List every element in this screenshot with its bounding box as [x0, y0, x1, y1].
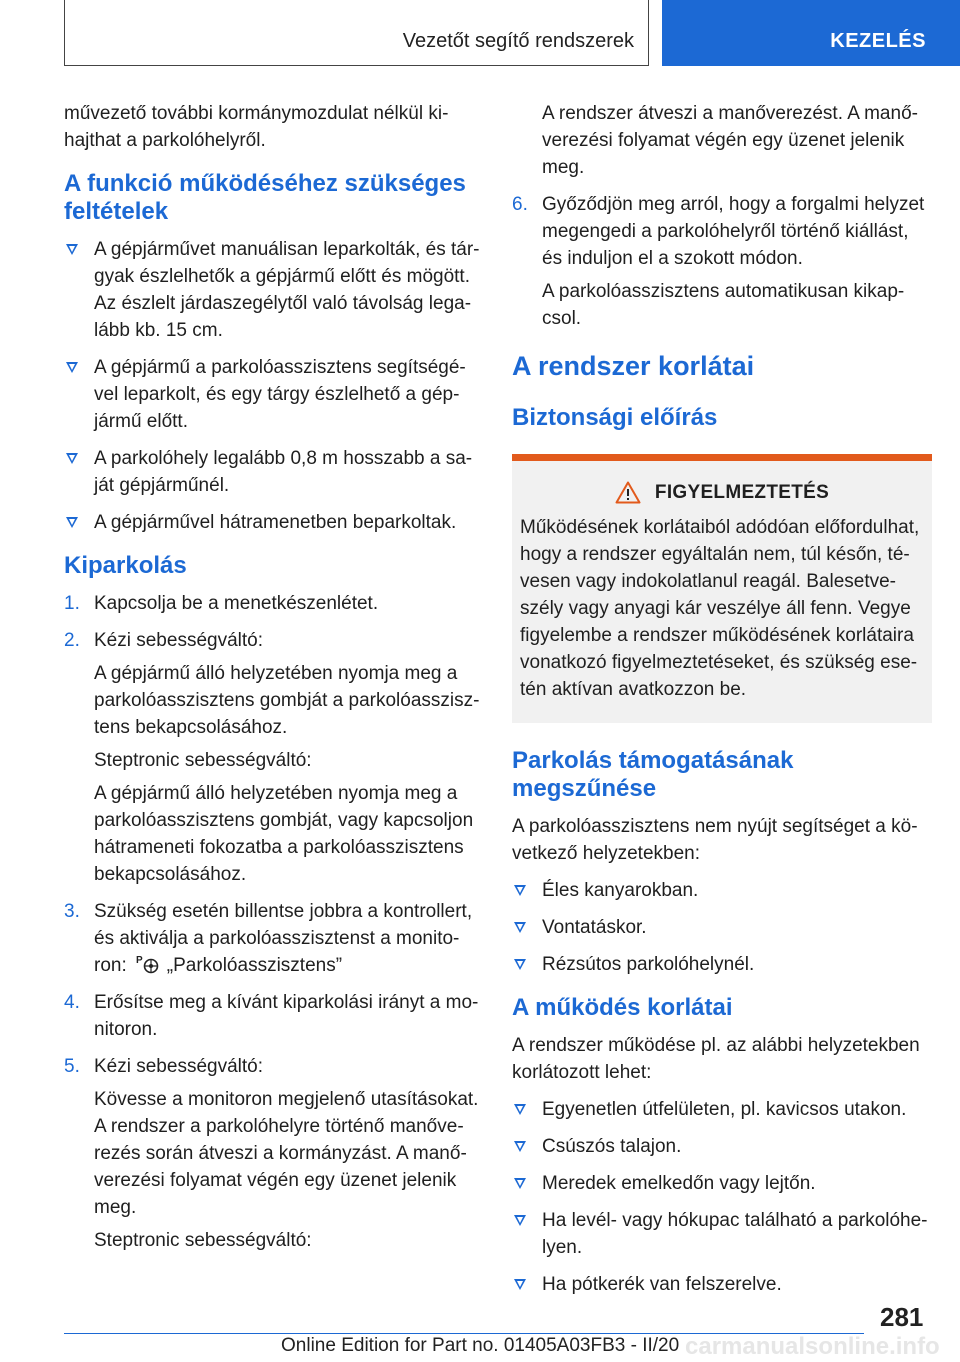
page-number: 281: [880, 1302, 924, 1332]
step-item: 5. Kézi sebességváltó: Kövesse a monitoron megjelenő utasításokat. A rendszer a parkolóhelyre történő manőve-rezés során átveszi a kormányzást. A manő-verezési folyamat végén egy üzenet jelenik meg. Steptronic sebességváltó:: [64, 1053, 480, 1254]
chapter-tab[interactable]: [662, 0, 960, 66]
intro-paragraph: művezető további kormánymozdulat nélkül ki-hajthat a parkolóhelyről.: [64, 103, 449, 151]
stop-heading: Parkolás támogatásának megszűnése: [512, 747, 794, 802]
step-item: 2. Kézi sebességváltó: A gépjármű álló helyzetében nyomja meg a parkolóasszisztens gombját a parkolóasszisz-tens bekapcsolásához. Steptronic sebességváltó: A gépjármű álló helyzetében nyomja meg a parkolóasszisztens gombját, vagy kapcsoljon hátrameneti fokozatba a parkolóasszisztens bekapcsolásához.: [64, 627, 480, 888]
header-section-box: [64, 0, 649, 66]
step-number: 1.: [64, 593, 80, 614]
warning-header: [520, 479, 924, 506]
step-number: 2.: [64, 630, 80, 651]
list-triangle-icon: [514, 885, 526, 896]
step-continued: A rendszer átveszi a manőverezést. A manő-verezési folyamat végén egy üzenet jelenik meg.: [542, 103, 918, 178]
list-item: A gépjármű a parkolóasszisztens segítségé-vel leparkolt, és egy tárgy észlelhető a gép-jármű előtt.: [64, 354, 480, 435]
list-triangle-icon: [514, 1141, 526, 1152]
list-triangle-icon: [66, 453, 78, 464]
svg-text:P: P: [135, 955, 143, 966]
stop-list: [512, 877, 932, 978]
list-item: A parkolóhely legalább 0,8 m hosszabb a sa-ját gépjárműnél.: [64, 445, 480, 499]
list-item: Meredek emelkedőn vagy lejtőn.: [512, 1170, 932, 1197]
list-triangle-icon: [66, 244, 78, 255]
list-item: Ha levél- vagy hókupac található a parkolóhe-lyen.: [512, 1207, 932, 1261]
edition-text: Online Edition for Part no. 01405A03FB3 - II/20: [281, 1335, 680, 1356]
step-item: 4. Erősítse meg a kívánt kiparkolási irányt a mo-nitoron.: [64, 989, 480, 1043]
exit-steps: [64, 590, 480, 1254]
step-item: 6. Győződjön meg arról, hogy a forgalmi helyzet megengedi a parkolóhelyről történő kiállást, és induljon el a szokott módon. A parkolóasszisztens automatikusan kikap-csol.: [512, 191, 932, 332]
list-item: A gépjárművet manuálisan leparkolták, és tár-gyak észlelhetők a gépjármű előtt és mögött. Az észlelt járdaszegélytől való távolság lega-lább kb. 15 cm.: [64, 236, 480, 344]
list-item: Éles kanyarokban.: [512, 877, 932, 904]
list-item: Csúszós talajon.: [512, 1133, 932, 1160]
conditions-heading: A funkció működéséhez szükséges feltételek: [64, 170, 466, 225]
exit-heading: Kiparkolás: [64, 552, 187, 579]
list-triangle-icon: [514, 922, 526, 933]
right-column: [512, 100, 932, 1308]
list-item: Vontatáskor.: [512, 914, 932, 941]
step-item: 1. Kapcsolja be a menetkészenlétet.: [64, 590, 480, 617]
conditions-list: [64, 236, 480, 536]
stop-intro: A parkolóasszisztens nem nyújt segítséget a kö-vetkező helyzetekben:: [512, 816, 918, 864]
list-triangle-icon: [514, 1279, 526, 1290]
list-item: A gépjárművel hátramenetben beparkoltak.: [64, 509, 480, 536]
warning-triangle-icon: [615, 481, 641, 504]
list-item: Rézsútos parkolóhelynél.: [512, 951, 932, 978]
chapter-tab-label: KEZELÉS: [830, 30, 926, 52]
list-triangle-icon: [514, 1215, 526, 1226]
warning-title: FIGYELMEZTETÉS: [654, 482, 830, 503]
safety-heading: Biztonsági előírás: [512, 404, 718, 431]
step-number: 3.: [64, 901, 80, 922]
limits-heading: A rendszer korlátai: [512, 351, 755, 381]
warning-text: Működésének korlátaiból adódóan előfordulhat, hogy a rendszer egyáltalán nem, túl későn, té-vesen vagy indokolatlanul reagál. Balesetve-szély vagy anyagi kár veszélye áll fenn. Vegye figyelembe a rendszer működésének korlátaira vonatkozó figyelmeztetéseket, és szükség ese-tén aktívan avatkozzon be.: [520, 517, 920, 700]
function-limits-heading: A működés korlátai: [512, 994, 733, 1021]
list-triangle-icon: [66, 362, 78, 373]
step-number: 6.: [512, 194, 528, 215]
step-number: 5.: [64, 1056, 80, 1077]
list-item: Egyenetlen útfelületen, pl. kavicsos utakon.: [512, 1096, 932, 1123]
step-item: 3. Szükség esetén billentse jobbra a kontrollert, és aktiválja a parkolóasszisztenst a monito-ron: P „Parkolóasszisztens”: [64, 898, 480, 979]
function-limits-list: [512, 1096, 932, 1298]
watermark: carmanualsonline.info: [685, 1333, 940, 1360]
section-title: Vezetőt segítő rendszerek: [402, 30, 634, 52]
parking-assistant-icon: [135, 953, 161, 975]
list-triangle-icon: [66, 517, 78, 528]
list-triangle-icon: [514, 1178, 526, 1189]
function-limits-intro: A rendszer működése pl. az alábbi helyzetekben korlátozott lehet:: [512, 1035, 920, 1083]
left-column: [64, 100, 480, 1264]
warning-box: [512, 454, 932, 723]
step-number: 4.: [64, 992, 80, 1013]
list-triangle-icon: [514, 959, 526, 970]
exit-steps-continued: [512, 100, 932, 332]
list-triangle-icon: [514, 1104, 526, 1115]
list-item: Ha pótkerék van felszerelve.: [512, 1271, 932, 1298]
